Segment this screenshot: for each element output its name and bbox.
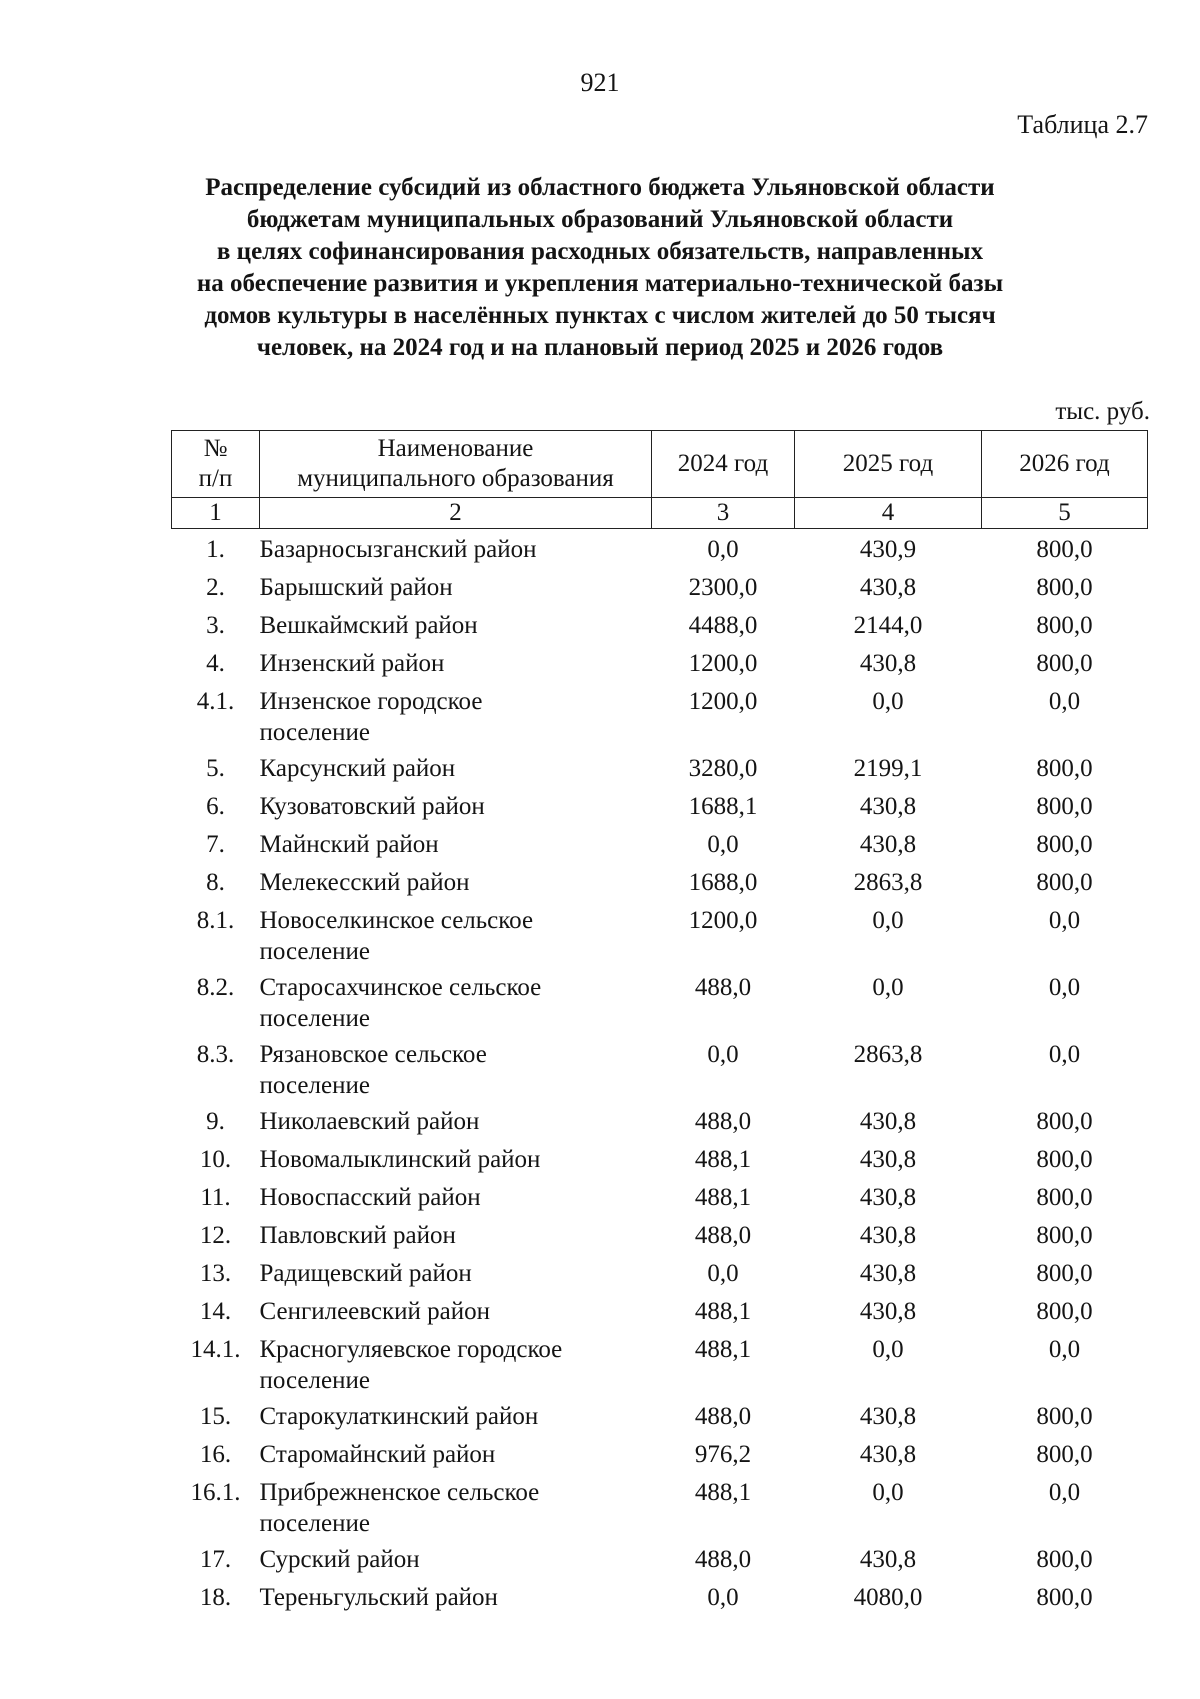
table-row xyxy=(172,1577,1148,1615)
title-line: человек, на 2024 год и на плановый период 2025 и 2026 годов xyxy=(256,334,944,361)
table-row xyxy=(172,1177,1148,1215)
table-row xyxy=(172,1291,1148,1329)
table-row xyxy=(172,824,1148,862)
value-2025: 430,9 xyxy=(859,536,917,563)
row-number: 16.1. xyxy=(190,1479,241,1506)
row-number: 8.1. xyxy=(196,907,235,934)
row-name xyxy=(260,824,652,862)
value-2026: 800,0 xyxy=(1036,536,1093,563)
row-name-line1: Сенгилеевский район xyxy=(259,1298,491,1325)
column-number-row xyxy=(172,498,1148,529)
row-name-line1: Рязановское сельское xyxy=(259,1041,487,1068)
value-2024: 488,0 xyxy=(694,1546,752,1573)
row-name-line1: Сурский район xyxy=(259,1546,420,1573)
row-name xyxy=(260,1177,652,1215)
row-number: 8.3. xyxy=(196,1041,235,1068)
table-label: Таблица 2.7 xyxy=(1017,110,1148,139)
value-2025: 0,0 xyxy=(872,974,904,1001)
value-2024: 976,2 xyxy=(694,1441,752,1468)
row-name xyxy=(260,1291,652,1329)
row-number: 5. xyxy=(206,755,225,782)
row-name xyxy=(260,529,652,568)
row-number: 7. xyxy=(206,831,225,858)
row-name-line1: Павловский район xyxy=(259,1222,456,1249)
row-name xyxy=(260,1396,652,1434)
value-2024: 488,0 xyxy=(694,974,752,1001)
row-name-line1: Николаевский район xyxy=(259,1108,480,1135)
value-2025: 430,8 xyxy=(859,1546,917,1573)
table-row xyxy=(172,748,1148,786)
row-name xyxy=(260,1253,652,1291)
value-2025: 2199,1 xyxy=(853,755,923,782)
value-2025: 0,0 xyxy=(872,1336,904,1363)
value-2026: 800,0 xyxy=(1036,1146,1093,1173)
value-2026: 800,0 xyxy=(1036,793,1093,820)
value-2026: 800,0 xyxy=(1036,1108,1093,1135)
value-2024: 4488,0 xyxy=(688,612,758,639)
value-2026: 800,0 xyxy=(1036,1403,1093,1430)
value-2025: 430,8 xyxy=(859,793,917,820)
value-2026: 0,0 xyxy=(1048,1336,1081,1363)
value-2024: 1200,0 xyxy=(688,907,758,934)
row-number: 4.1. xyxy=(196,688,235,715)
row-name xyxy=(260,862,652,900)
row-name xyxy=(260,786,652,824)
row-number: 6. xyxy=(206,793,225,820)
row-name xyxy=(260,1472,652,1539)
row-number: 10. xyxy=(199,1146,232,1173)
table-row xyxy=(172,1034,1148,1101)
header-name-line2: муниципального образования xyxy=(297,465,614,492)
row-name-line2: поселение xyxy=(259,938,370,965)
title-line: домов культуры в населённых пунктах с числом жителей до 50 тысяч xyxy=(204,302,996,329)
row-name-line1: Красногуляевское городское xyxy=(259,1336,563,1363)
row-number: 8.2. xyxy=(196,974,235,1001)
row-name-line1: Базарносызганский район xyxy=(259,536,537,563)
value-2025: 430,8 xyxy=(859,574,917,601)
row-name xyxy=(260,567,652,605)
table-row xyxy=(172,643,1148,681)
value-2026: 800,0 xyxy=(1036,1260,1093,1287)
header-2025: 2025 год xyxy=(795,431,982,498)
row-name-line1: Майнский район xyxy=(259,831,439,858)
value-2024: 3280,0 xyxy=(688,755,758,782)
title-line: бюджетам муниципальных образований Ульяновской области xyxy=(246,206,954,233)
value-2026: 800,0 xyxy=(1036,1184,1093,1211)
value-2024: 0,0 xyxy=(707,1584,739,1611)
table-header-row xyxy=(172,431,1148,498)
row-name xyxy=(260,1101,652,1139)
value-2025: 0,0 xyxy=(872,688,904,715)
table-row xyxy=(172,1434,1148,1472)
title-line: Распределение субсидий из областного бюджета Ульяновской области xyxy=(205,174,995,201)
row-name xyxy=(260,748,652,786)
value-2025: 430,8 xyxy=(859,1146,917,1173)
header-name xyxy=(260,431,652,498)
header-name-line1: Наименование xyxy=(377,435,534,462)
row-name-line1: Барышский район xyxy=(259,574,453,601)
row-number: 4. xyxy=(206,650,225,677)
page-number: 921 xyxy=(580,68,620,97)
row-number: 11. xyxy=(200,1184,231,1211)
value-2025: 430,8 xyxy=(859,650,917,677)
value-2024: 488,0 xyxy=(694,1403,752,1430)
value-2025: 430,8 xyxy=(859,1184,917,1211)
table-body xyxy=(172,529,1148,1616)
value-2026: 800,0 xyxy=(1036,574,1093,601)
row-name xyxy=(260,1329,652,1396)
row-name-line2: поселение xyxy=(259,1072,370,1099)
row-number: 3. xyxy=(206,612,225,639)
row-name-line1: Тереньгульский район xyxy=(259,1584,498,1611)
value-2025: 0,0 xyxy=(872,907,904,934)
value-2025: 430,8 xyxy=(859,1298,917,1325)
table-row xyxy=(172,605,1148,643)
row-name xyxy=(260,1139,652,1177)
value-2024: 1200,0 xyxy=(688,688,758,715)
value-2026: 0,0 xyxy=(1048,974,1081,1001)
row-name xyxy=(260,1434,652,1472)
table-row xyxy=(172,900,1148,967)
row-name-line1: Кузоватовский район xyxy=(259,793,485,820)
table-row xyxy=(172,681,1148,748)
row-name xyxy=(260,605,652,643)
row-name-line1: Прибрежненское сельское xyxy=(259,1479,540,1506)
value-2026: 800,0 xyxy=(1036,650,1093,677)
value-2025: 2863,8 xyxy=(853,1041,923,1068)
value-2026: 800,0 xyxy=(1036,831,1093,858)
header-number xyxy=(172,431,260,498)
value-2025: 430,8 xyxy=(859,1222,917,1249)
value-2025: 430,8 xyxy=(859,1441,917,1468)
row-name xyxy=(260,1034,652,1101)
row-name-line1: Новомалыклинский район xyxy=(259,1146,541,1173)
column-number: 2 xyxy=(260,498,652,529)
value-2026: 0,0 xyxy=(1048,688,1081,715)
value-2024: 488,1 xyxy=(694,1146,752,1173)
table-row xyxy=(172,862,1148,900)
value-2025: 430,8 xyxy=(859,1108,917,1135)
header-number-line1: № xyxy=(203,435,228,462)
header-number-line2: п/п xyxy=(198,465,233,492)
row-name-line1: Старомайнский район xyxy=(259,1441,496,1468)
subsidy-table xyxy=(171,430,1148,1615)
value-2026: 0,0 xyxy=(1048,1041,1081,1068)
value-2025: 2144,0 xyxy=(853,612,923,639)
document-title xyxy=(150,172,1050,364)
value-2026: 800,0 xyxy=(1036,1584,1093,1611)
value-2026: 800,0 xyxy=(1036,1222,1093,1249)
value-2025: 430,8 xyxy=(859,1403,917,1430)
table-row xyxy=(172,1139,1148,1177)
value-2025: 4080,0 xyxy=(853,1584,923,1611)
row-number: 13. xyxy=(199,1260,232,1287)
value-2024: 0,0 xyxy=(707,1041,739,1068)
units-label: тыс. руб. xyxy=(1055,398,1150,425)
header-2026: 2026 год xyxy=(982,431,1148,498)
row-name-line1: Радищевский район xyxy=(259,1260,472,1287)
table-row xyxy=(172,1396,1148,1434)
row-number: 18. xyxy=(199,1584,232,1611)
row-number: 8. xyxy=(206,869,225,896)
header-2024: 2024 год xyxy=(652,431,795,498)
row-number: 16. xyxy=(199,1441,232,1468)
column-number: 5 xyxy=(982,498,1148,529)
value-2026: 800,0 xyxy=(1036,1298,1093,1325)
value-2024: 2300,0 xyxy=(688,574,758,601)
value-2024: 1688,1 xyxy=(688,793,758,820)
value-2025: 2863,8 xyxy=(853,869,923,896)
table-row xyxy=(172,1101,1148,1139)
table-row xyxy=(172,567,1148,605)
row-name xyxy=(260,1539,652,1577)
table-row xyxy=(172,786,1148,824)
table-row xyxy=(172,967,1148,1034)
row-name-line1: Новоселкинское сельское xyxy=(259,907,534,934)
value-2024: 488,1 xyxy=(694,1479,752,1506)
title-line: в целях софинансирования расходных обязательств, направленных xyxy=(216,238,984,265)
row-number: 14.1. xyxy=(190,1336,241,1363)
value-2025: 430,8 xyxy=(859,831,917,858)
value-2026: 800,0 xyxy=(1036,755,1093,782)
value-2024: 1688,0 xyxy=(688,869,758,896)
row-number: 15. xyxy=(199,1403,232,1430)
row-name xyxy=(260,900,652,967)
row-name xyxy=(260,1577,652,1615)
row-name xyxy=(260,643,652,681)
value-2024: 0,0 xyxy=(707,831,739,858)
row-number: 17. xyxy=(199,1546,232,1573)
table-row xyxy=(172,1253,1148,1291)
row-name xyxy=(260,681,652,748)
row-name-line1: Карсунский район xyxy=(259,755,456,782)
row-name-line1: Новоспасский район xyxy=(259,1184,481,1211)
row-name xyxy=(260,967,652,1034)
row-number: 2. xyxy=(206,574,225,601)
value-2025: 0,0 xyxy=(872,1479,904,1506)
row-number: 1. xyxy=(206,536,225,563)
table-row xyxy=(172,1215,1148,1253)
value-2024: 488,1 xyxy=(694,1298,752,1325)
row-name-line2: поселение xyxy=(259,1510,370,1537)
row-name-line1: Старосахчинское сельское xyxy=(259,974,542,1001)
row-name-line1: Вешкаймский район xyxy=(259,612,478,639)
table-row xyxy=(172,529,1148,568)
row-name-line2: поселение xyxy=(259,719,370,746)
row-name-line1: Инзенский район xyxy=(259,650,445,677)
value-2024: 488,1 xyxy=(694,1336,752,1363)
row-name-line1: Старокулаткинский район xyxy=(259,1403,539,1430)
value-2026: 800,0 xyxy=(1036,1441,1093,1468)
value-2026: 800,0 xyxy=(1036,612,1093,639)
row-name-line2: поселение xyxy=(259,1367,370,1394)
row-number: 14. xyxy=(199,1298,232,1325)
column-number: 1 xyxy=(172,498,260,529)
title-line: на обеспечение развития и укрепления материально-технической базы xyxy=(196,270,1004,297)
column-number: 4 xyxy=(795,498,982,529)
table-row xyxy=(172,1472,1148,1539)
value-2025: 430,8 xyxy=(859,1260,917,1287)
row-name-line2: поселение xyxy=(259,1005,370,1032)
row-name-line1: Инзенское городское xyxy=(259,688,483,715)
value-2026: 0,0 xyxy=(1048,907,1081,934)
value-2024: 0,0 xyxy=(707,1260,739,1287)
value-2026: 0,0 xyxy=(1048,1479,1081,1506)
value-2026: 800,0 xyxy=(1036,869,1093,896)
value-2024: 0,0 xyxy=(707,536,739,563)
column-number: 3 xyxy=(652,498,795,529)
row-name xyxy=(260,1215,652,1253)
value-2024: 488,0 xyxy=(694,1108,752,1135)
row-number: 9. xyxy=(206,1108,225,1135)
value-2026: 800,0 xyxy=(1036,1546,1093,1573)
value-2024: 488,0 xyxy=(694,1222,752,1249)
value-2024: 488,1 xyxy=(694,1184,752,1211)
value-2024: 1200,0 xyxy=(688,650,758,677)
row-number: 12. xyxy=(199,1222,232,1249)
table-row xyxy=(172,1539,1148,1577)
row-name-line1: Мелекесский район xyxy=(259,869,470,896)
table-row xyxy=(172,1329,1148,1396)
